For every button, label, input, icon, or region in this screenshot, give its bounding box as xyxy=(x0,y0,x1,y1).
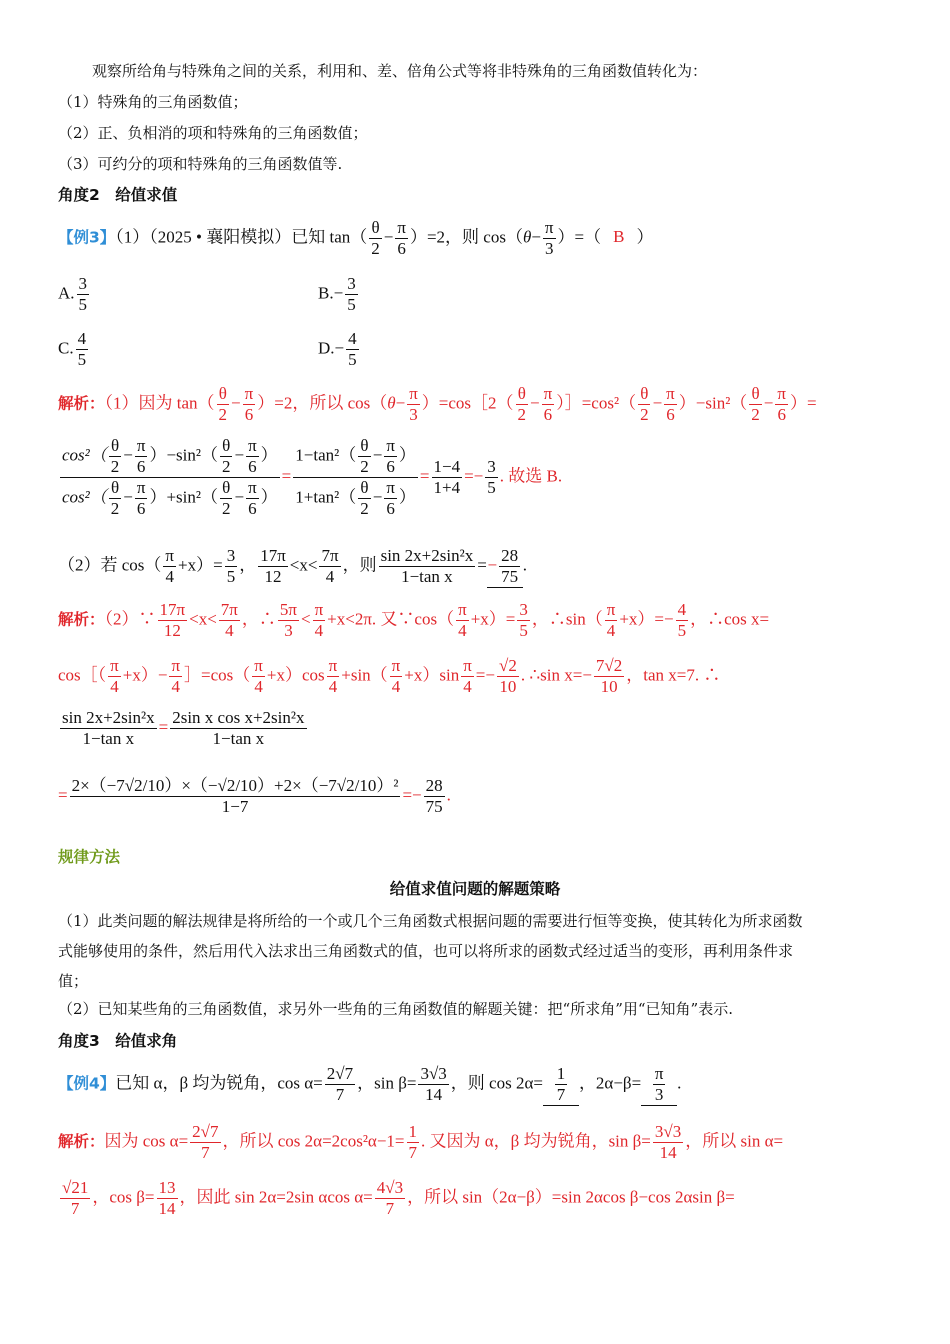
intro-lead: 观察所给角与特殊角之间的关系，利用和、差、倍角公式等将非特殊角的三角函数值转化为： xyxy=(92,62,708,80)
ex3-text-b: ）=2，则 cos（ xyxy=(409,227,523,247)
solution-4-line-2: $\frac{√21}{7}$ ，cos β= $\frac{13}{14}$ ，因此 sin 2α=2sin αcos α= $\frac{4√3}{7}$ ，所以 sin（2α−β）=sin 2αcos β−cos 2αsin β= xyxy=(62,1178,735,1218)
answer-blank-1: $\frac{1}{7}$ xyxy=(543,1064,579,1106)
method-p2: （2）已知某些角的三角函数值，求另外一些角的三角函数值的解题关键：把“所求角”用“已知角”表示. xyxy=(58,1000,733,1018)
method-p1-line1: （1）此类问题的解法规律是将所给的一个或几个三角函数式根据问题的需要进行恒等变换，使其转化为所求函数 xyxy=(58,912,803,930)
option-b[interactable]: B.− $\frac{3}{5}$ xyxy=(318,274,356,314)
solution-2-line-2: cos［（ $\frac{\pi}{4}$ +x）− $\frac{\pi}{4}$ ］=cos（ $\frac{\pi}{4}$ +x）cos $\frac{\pi}{4}$ +sin（ $\frac{\pi}{4}$ +x）sin $\frac{\pi}{4}$ =− $\frac{√2}{10}$ . ∴sin x=− $\frac{7√2}{10}$ ，tan x=7. ∴ xyxy=(58,656,721,696)
method-p1-line2: 式能够使用的条件，然后用代入法求出三角函数式的值，也可以将所求的函数式经过适当的变形，再利用条件求 xyxy=(58,942,794,960)
intro-item-3: （3）可约分的项和特殊角的三角函数值等. xyxy=(58,155,343,173)
big-fraction-tan: 1−tan²（ $\frac{\theta}{2}$ − $\frac{\pi}{6}$ ） 1+tan²（ $\frac{\theta}{2}$ − $\frac{\pi}{6}$ ） xyxy=(295,436,416,518)
solution-1-line-1: 解析：（1）因为 tan（ $\frac{\theta}{2}$ − $\frac{\pi}{6}$ ）=2，所以 cos（θ− $\frac{\pi}{3}$ ）=cos［2（ $\frac{\theta}{2}$ − $\frac{\pi}{6}$ ）］=cos²（ $\frac{\theta}{2}$ − $\frac{\pi}{6}$ ）−sin²（ $\frac{\theta}{2}$ − $\frac{\pi}{6}$ ）= xyxy=(58,384,817,424)
frac-pi-3: $\frac{\pi}{3}$ xyxy=(544,218,554,258)
option-d[interactable]: D.− $\frac{4}{5}$ xyxy=(318,329,357,369)
angle3-heading: 角度3 给值求角 xyxy=(58,1032,178,1050)
method-p1-line3: 值； xyxy=(58,972,89,990)
method-heading: 给值求值问题的解题策略 xyxy=(389,880,561,898)
example3-tag: 【例3】 xyxy=(58,228,116,247)
big-fraction-cos-sin: cos²（ $\frac{\theta}{2}$ − $\frac{\pi}{6}$ ）−sin²（ $\frac{\theta}{2}$ − $\frac{\pi}{6}$ ） cos²（ $\frac{\theta}{2}$ − $\frac{\pi}{6}$ ）+sin²（ $\frac{\theta}{2}$ − $\frac{\pi}{6}$ ） xyxy=(62,436,278,518)
intro-item-2: （2）正、负相消的项和特殊角的三角函数值； xyxy=(58,124,368,142)
example4-stem: 【例4】已知 α，β 均为锐角，cos α= $\frac{2√7}{7}$ ，sin β= $\frac{3√3}{14}$ ，则 cos 2α= $\frac{1}{7}$ ，2α−β= $\frac{\pi}{3}$ . xyxy=(58,1064,682,1104)
solution-2-line-4: = $\frac{\text{2×（−7√2/10）×（−√2/10）+2×（−7√2/10）²}}{1-7}$ =− $\frac{28}{75}$ . xyxy=(58,776,451,816)
frac-pi-6: $\frac{\pi}{6}$ xyxy=(397,218,406,258)
example3-stem: 【例3】（1）（2025 • 襄阳模拟）已知 tan（ $\frac{\theta}{2}$ − $\frac{\pi}{6}$ ）=2，则 cos（θ− $\frac{\pi}{3}$ ）=（ B ） xyxy=(58,218,654,258)
ex3-text-a: （1）（2025 • 襄阳模拟）已知 tan（ xyxy=(115,227,368,247)
solution-1-line-2: cos²（ $\frac{\theta}{2}$ − $\frac{\pi}{6}$ ）−sin²（ $\frac{\theta}{2}$ − $\frac{\pi}{6}$ ） cos²（ $\frac{\theta}{2}$ − $\frac{\pi}{6}$ ）+sin²（ $\frac{\theta}{2}$ − $\frac{\pi}{6}$ ） = 1−tan²（ $\frac{\theta}{2}$ − $\frac{\pi}{6}$ ） 1+tan²（ $\frac{\theta}{2}$ − $\frac{\pi}{6}$ ） = $\frac{1-4}{1+4}$ =− $\frac{3}{5}$ . 故选 B. xyxy=(62,436,563,518)
solution-2-line-3: $\frac{\text{sin 2x+2sin²x}}{\text{1−tan x}}$ = $\frac{\text{2sin x cos x+2sin²x}}{\text{1−tan x}}$ xyxy=(62,708,305,748)
example4-tag: 【例4】 xyxy=(58,1074,116,1093)
frac-theta-2: $\frac{\theta}{2}$ xyxy=(371,218,380,258)
ex3-text-c: ）=（ xyxy=(557,227,602,247)
option-c[interactable]: C. $\frac{4}{5}$ xyxy=(58,329,87,369)
solution-4-line-1: 解析：因为 cos α= $\frac{2√7}{7}$ ，所以 cos 2α=2cos²α−1= $\frac{1}{7}$ . 又因为 α，β 均为锐角，sin β= $\frac{3√3}{14}$ ，所以 sin α= xyxy=(58,1122,784,1162)
intro-item-1: （1）特殊角的三角函数值； xyxy=(58,93,248,111)
answer-choice: B xyxy=(613,227,625,247)
answer-blank: − $\frac{28}{75}$ xyxy=(487,546,523,588)
solution-2-line-1: 解析：（2）∵ $\frac{17\pi}{12}$ <x< $\frac{7\pi}{4}$ ，∴ $\frac{5\pi}{3}$ < $\frac{\pi}{4}$ +x<2π. 又∵cos（ $\frac{\pi}{4}$ +x）= $\frac{3}{5}$ ，∴sin（ $\frac{\pi}{4}$ +x）=− $\frac{4}{5}$ ，∴cos x= xyxy=(58,600,770,640)
answer-blank-2: $\frac{\pi}{3}$ xyxy=(641,1064,677,1106)
example3-part2: （2）若 cos（ $\frac{\pi}{4}$ +x）= $\frac{3}{5}$ ， $\frac{17\pi}{12}$ <x< $\frac{7\pi}{4}$ ，则 $\frac{\text{sin 2x+2sin²x}}{\text{1−tan x}}$ =− $\frac{28}{75}$ . xyxy=(58,546,528,586)
method-title: 规律方法 xyxy=(58,848,121,866)
angle2-heading: 角度2 给值求值 xyxy=(58,186,178,204)
option-a[interactable]: A. $\frac{3}{5}$ xyxy=(58,274,88,314)
